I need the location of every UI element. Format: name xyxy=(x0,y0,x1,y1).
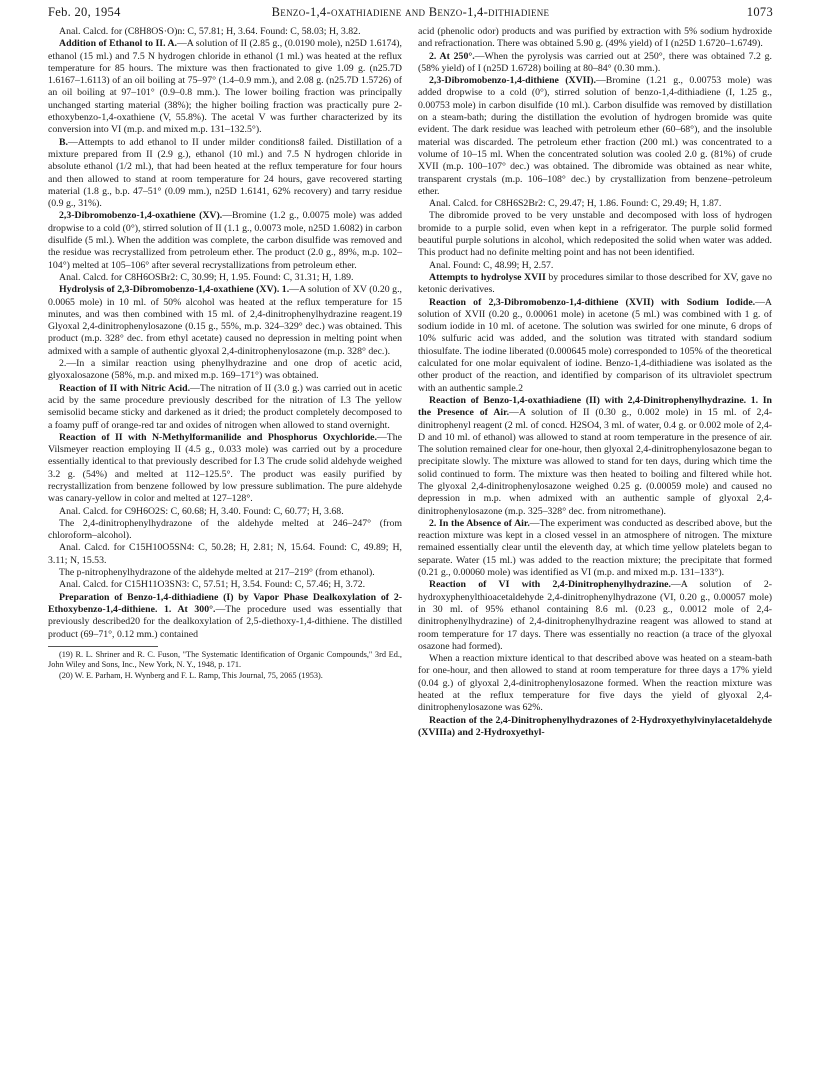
section-heading: Reaction of 2,3-Dibromobenzo-1,4-dithiene (XVII) with Sodium Iodide. xyxy=(429,296,756,308)
section-heading: Reaction of II with Nitric Acid. xyxy=(59,382,191,394)
footnote-20: (20) W. E. Parham, H. Wynberg and F. L. Ramp, This Journal, 75, 2065 (1953). xyxy=(59,670,323,680)
paragraph: Anal. Calcd. for (C8H8OS·O)n: C, 57.81; H, 3.64. Found: C, 58.03; H, 3.82. xyxy=(59,26,361,37)
section-heading: Reaction of VI with 2,4-Dinitrophenylhydrazine. xyxy=(429,579,671,591)
paragraph: The p-nitrophenylhydrazone of the aldehyde melted at 217–219° (from ethanol). xyxy=(59,567,375,579)
paragraph xyxy=(418,395,772,518)
paragraph: Anal. Found: C, 48.99; H, 2.57. xyxy=(429,259,554,271)
paragraph: acid (phenolic odor) products and was purified by extraction with 5% sodium hydroxide and refractionation. There was obtained 5.90 g. (49% yield) of I (n25D 1.6720–1.6749). xyxy=(418,26,772,50)
paragraph xyxy=(418,297,772,395)
paragraph xyxy=(418,272,772,297)
paragraph xyxy=(48,284,402,358)
section-heading: Preparation of Benzo-1,4-dithiadiene (I) by Vapor Phase Dealkoxylation of 2-Ethoxybenzo-1,4-dithiene. 1. At 300°. xyxy=(48,591,402,615)
running-header xyxy=(48,5,773,23)
footnote-rule xyxy=(48,646,158,647)
paragraph-text: —A solution of 2-hydroxyphenylthioacetaldehyde 2,4-dinitrophenylhydrazone (VI, 0.20 g., 0.00057 mole) in 30 ml. of 95% ethanol containing 8.6 ml. (0.23 g., 0.0012 mole of 2,4-dinitrophenylhydrazine) of 2,4-dinitrophenylhydrazine reagent was allowed to stand at room temperature for 17 days. There was essentially no reaction (a trace of the glyoxal osazone had formed). xyxy=(418,579,772,652)
paragraph: 2.—In a similar reaction using phenylhydrazine and one drop of acetic acid, glyoxalosazone (58%, m.p. and mixed m.p. 169–171°) was obtained. xyxy=(48,358,402,382)
paragraph: The 2,4-dinitrophenylhydrazone of the aldehyde melted at 246–247° (from chloroform–alcohol). xyxy=(48,517,402,542)
paragraph xyxy=(48,210,402,271)
paragraph xyxy=(48,383,402,432)
paragraph: Anal. Calcd. for C8H6S2Br2: C, 29.47; H, 1.86. Found: C, 29.49; H, 1.87. xyxy=(429,198,722,210)
section-heading: Reaction of II with N-Methylformanilide and Phosphorus Oxychloride. xyxy=(59,431,377,443)
paragraph: Anal. Calcd. for C9H6O2S: C, 60.68; H, 3.40. Found: C, 60.77; H, 3.68. xyxy=(59,505,344,517)
paragraph-text: —When the pyrolysis was carried out at 250°, there was obtained 7.2 g. (58% yield) of I (n25D 1.6728) boiling at 80–84° (0.30 mm.). xyxy=(418,50,773,74)
paragraph: The dibromide proved to be very unstable and decomposed with loss of hydrogen bromide to a purple solid, even when kept in a refrigerator. The purple solid formed beautiful purple solutions in alcohol, which redeposited the solid when water was added. This product had no definite melting point and has not been identified. xyxy=(418,210,772,259)
header-date: Feb. 20, 1954 xyxy=(48,5,121,19)
paragraph xyxy=(418,715,772,740)
section-heading: B. xyxy=(59,136,68,148)
paragraph xyxy=(418,518,772,579)
right-column xyxy=(418,26,772,739)
paragraph: Anal. Calcd. for C8H6OSBr2: C, 30.99; H, 1.95. Found: C, 31.31; H, 1.89. xyxy=(59,271,354,283)
paragraph-text: —A solution of XVII (0.20 g., 0.00061 mole) in acetone (5 ml.) was combined with 1 g. of sodium iodide in 10 ml. of acetone. The solution was swirled for one minute, 6 drops of 10% sulfuric acid was added, and the solution was titrated with standard sodium thiosulfate. The iodine liberated (0.000645 mole) corresponded to 105% of the theoretical calculated for one molar equivalent of iodine. Benzo-1,4-dithiadiene was isolated as the other product of the reaction, and identified by comparison of its ultraviolet spectrum with an authentic sample.2 xyxy=(418,296,772,394)
paragraph-text: —A solution of II (0.30 g., 0.002 mole) in 15 ml. of 2,4-dinitrophenyl reagent (2 ml. of concd. H2SO4, 3 ml. of water, 0.4 g. or 0.002 mole of 2,4-D and 10 ml. of ethanol) was allowed to stand at room temperature in the presence of air. The solution remained clear for one-hour, then glyoxal 2,4-dinitrophenylosazone began to precipitate slowly. The mixture was allowed to stand for ten days, during which time the solid continued to form. The mixture was then heated to boiling and filtered while hot. The glyoxal 2,4-dinitrophenylosazone weighed 0.25 g. (0.00059 mole) and caused no depression in m.p. when admixed with an authentic sample of glyoxal 2,4-dinitrophenylosazone (m.p. 325–328° dec. from nitromethane). xyxy=(418,407,772,517)
paragraph xyxy=(48,38,402,136)
section-heading: 2,3-Dibromobenzo-1,4-oxathiene (XV). xyxy=(59,210,223,222)
paragraph xyxy=(418,75,772,198)
header-title: Benzo-1,4-oxathiadiene and Benzo-1,4-dithiadiene xyxy=(271,5,550,19)
paragraph-text: —Bromine (1.2 g., 0.0075 mole) was added dropwise to a cold (0°), stirred solution of II (1.1 g., 0.0073 mole, n25D 1.6082) in carbon disulfide (5 ml.). When the addition was complete, the carbon disulfide was removed and the residue was recrystallized from petroleum ether. The product (2.0 g., 89%, m.p. 102–104°) melted at 105–106° after several recrystallizations from petroleum ether. xyxy=(48,210,402,271)
section-heading: 2,3-Dibromobenzo-1,4-dithiene (XVII). xyxy=(429,75,596,87)
paragraph-text: —The Vilsmeyer reaction employing II (4.5 g., 0.033 mole) was carried out by a procedure essentially identical to that previously described for I.3 The crude solid aldehyde weighed 3.2 g. (54%) and melted at 112–125.5°. The product was easily purified by recrystallization from benzene followed by low pressure sublimation. The pure aldehyde was canary-yellow in color and melted at 127–128°. xyxy=(48,431,402,505)
paragraph xyxy=(48,592,402,641)
left-column xyxy=(48,26,402,681)
paragraph: Anal. Calcd. for C15H10O5SN4: C, 50.28; H, 2.81; N, 15.64. Found: C, 49.89; H, 3.11; N, 15.53. xyxy=(48,542,402,566)
paragraph-text: —The procedure used was essentially that previously described20 for the dealkoxylation of 2,5-diethoxy-1,4-dithiene. The distilled product (69–71°, 0.12 mm.) contained xyxy=(48,603,402,640)
footnote-19: (19) R. L. Shriner and R. C. Fuson, "The Systematic Identification of Organic Compounds," 3rd Ed., John Wiley and Sons, Inc., New York, N. Y., 1948, p. 171. xyxy=(48,649,402,670)
section-heading: 2. At 250°. xyxy=(429,50,475,62)
page-number: 1073 xyxy=(746,5,773,19)
paragraph-text: —Attempts to add ethanol to II under milder conditions8 failed. Distillation of a mixture prepared from II (2.9 g.), ethanol (10 ml.) and 7.5 N hydrogen chloride in absolute ethanol (1/2 ml.), that had been heated at the reflux temperature for four hours and then allowed to stand at room temperature for 24 hours, gave recovered starting material (1.8 g., b.p. 47–51° (0.09 mm.), n25D 1.6141, 62% recovery) and tarry residue (0.9 g., 31%). xyxy=(48,136,402,210)
paragraph-text: by procedures similar to those described for XV, gave no ketonic derivatives. xyxy=(418,271,772,296)
paragraph xyxy=(48,432,402,506)
paragraph: When a reaction mixture identical to that described above was heated on a steam-bath for one-hour, and then allowed to stand at room temperature for three days a 17% yield (0.04 g.) of glyoxal 2,4-dinitrophenylosazone formed. When the reaction mixture was heated at the reflux temperature for five days the yield of glyoxal 2,4-dinitrophenylosazone was 62%. xyxy=(418,653,772,714)
section-heading: Attempts to hydrolyse XVII xyxy=(429,271,546,283)
paragraph xyxy=(418,51,772,76)
section-heading: 2. In the Absence of Air. xyxy=(429,517,530,529)
paragraph-text: —The nitration of II (3.0 g.) was carried out in acetic acid by the same procedure previously described for the nitration of I.3 The yellow semisolid became sticky and darkened as it dried; the product completely decomposed to a foamy puff of orange-red tar and oxides of nitrogen when allowed to stand overnight. xyxy=(48,382,402,431)
section-heading: Reaction of the 2,4-Dinitrophenylhydrazones of 2-Hydroxyethylvinylacetaldehyde (XVIIIa) and 2-Hydroxyethyl- xyxy=(418,714,772,738)
paragraph-text: —Bromine (1.21 g., 0.00753 mole) was added dropwise to a cold (0°), stirred solution of benzo-1,4-dithiadiene (I, 1.25 g., 0.00753 mole) in carbon disulfide (10 ml.). Carbon disulfide was removed by distillation on a steam-bath; during the distillation the evolution of hydrogen bromide was quite evident. The dark residue was leached with petroleum ether (60–68°), and the insoluble material was discarded. The petroleum ether fraction (200 ml.) was concentrated to a volume of 10–15 ml. When the concentrated solution was cooled 2.0 g. (81%) of crude XVII (m.p. 100–107° dec.) was obtained. The dibromide was obtained as near white, transparent crystals (m.p. 106–108° dec.) by crystallization from benzene–petroleum ether. xyxy=(418,75,772,197)
section-heading: Addition of Ethanol to II. A. xyxy=(59,38,177,50)
section-heading: Reaction of Benzo-1,4-oxathiadiene (II) with 2,4-Dinitrophenylhydrazine. 1. In the Presence of Air. xyxy=(418,394,772,419)
paragraph xyxy=(48,137,402,211)
paragraph xyxy=(418,579,772,653)
paragraph-text: —A solution of II (2.85 g., (0.0190 mole), n25D 1.6174), ethanol (15 ml.) and 7.5 N hydrogen chloride in ethanol (1 ml.) was heated at the reflux temperature for 85 hours. The mixture was then fractionated to give 1.09 g. (n25.7D 1.6167–1.6113) of an oil boiling at 75–97° (1.4–0.9 mm.), and 2.08 g. (n25.7D 1.5726) of an oil boiling at 97–101° (0.9–0.8 mm.). The lower boiling fraction was principally unchanged starting material (38%); the higher boiling fraction was practically pure 2-ethoxybenzo-1,4-oxathiene (V, 55.8%). The acetal V was further characterized by its conversion into VI (m.p. and mixed m.p. 131–132.5°). xyxy=(48,38,402,136)
paragraph: Anal. Calcd. for C15H11O3SN3: C, 57.51; H, 3.54. Found: C, 57.46; H, 3.72. xyxy=(59,579,366,591)
paragraph-text: —The experiment was conducted as described above, but the reaction mixture was kept in a closed vessel in an atmosphere of nitrogen. The mixture remained essentially clear until the eleventh day, at which time yellow platelets began to separate. Water (15 ml.) was added to the reaction mixture; the precipitate that formed (0.21 g., 0.00060 mole) was identified as VI (m.p. and mixed m.p. 131–133°). xyxy=(418,517,772,579)
section-heading: Hydrolysis of 2,3-Dibromobenzo-1,4-oxathiene (XV). 1. xyxy=(59,284,290,296)
paragraph-text: —A solution of XV (0.20 g., 0.0065 mole) in 10 ml. of 50% alcohol was heated at the reflux temperature for 15 minutes, and was then combined with 15 ml. of 2,4-dinitrophenylhydrazine reagent.19 Glyoxal 2,4-dinitrophenylosazone (0.15 g., 55%, m.p. 324–329° dec.) was obtained. This product (m.p. 328° dec. from ethyl acetate) caused no depression in melting point when admixed with a sample of authentic glyoxal 2,4-dinitrophenylosazone (m.p. 328° dec.). xyxy=(48,284,402,357)
